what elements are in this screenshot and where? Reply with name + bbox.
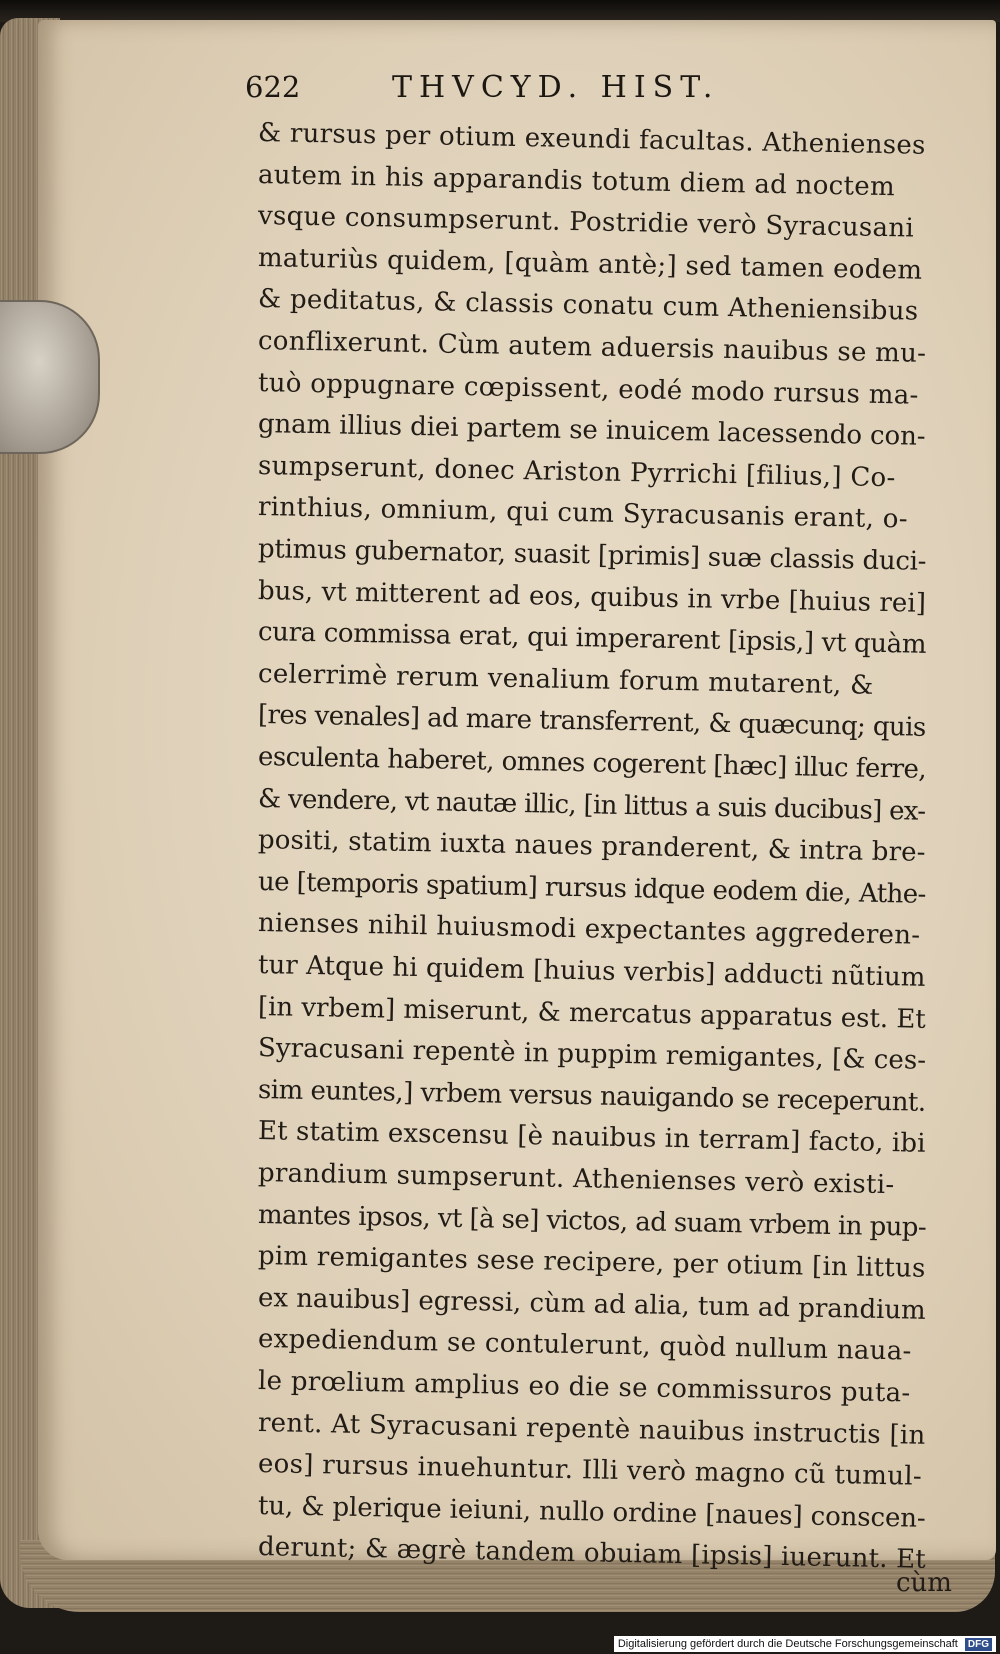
text-line: gnam illius diei partem se inuicem lacessendo con- (257, 409, 926, 453)
text-line: celerrimè rerum venalium forum mutarent, & (257, 658, 874, 701)
text-line: & peditatus, & classis conatu cum Atheniensibus (257, 284, 919, 328)
text-line: vsque consumpserunt. Postridie verò Syracusani (257, 201, 915, 244)
text-line: pim remigantes sese recipere, per otium [in littus (257, 1241, 926, 1285)
text-line: nienses nihil huiusmodi expectantes aggrederen- (257, 908, 921, 952)
text-line: bus, vt mitterent ad eos, quibus in vrbe [huius rei] (257, 575, 927, 619)
catchword: cùm (896, 1568, 952, 1598)
text-line: positi, statim iuxta naues pranderent, & intra bre- (257, 825, 926, 869)
text-line: mantes ipsos, vt [à se] victos, ad suam vrbem in pup- (257, 1199, 927, 1243)
page-clip (0, 300, 100, 454)
text-line: [in vrbem] miserunt, & mercatus apparatus est. Et (257, 991, 927, 1035)
text-line: esculenta haberet, omnes cogerent [hæc] illuc ferre, (257, 742, 927, 785)
digitization-credit (614, 1636, 996, 1652)
text-line: tuò oppugnare cœpissent, eodé modo rursus ma- (257, 367, 919, 411)
text-line: tu, & plerique ieiuni, nullo ordine [naues] conscen- (257, 1490, 926, 1534)
text-line: prandium sumpserunt. Athenienses verò existi- (257, 1158, 895, 1201)
text-line: le prœlium amplius eo die se commissuros puta- (257, 1366, 911, 1409)
text-line: autem in his apparandis totum diem ad noctem (257, 159, 896, 202)
text-line: tur Atque hi quidem [huius verbis] adducti nũtium (257, 950, 926, 993)
text-line: cura commissa erat, qui imperarent [ipsis,] vt quàm (257, 617, 927, 661)
text-line: [res venales] ad mare transferrent, & quæcunq; quis (257, 700, 926, 744)
text-line: Et statim exscensu [è nauibus in terram] facto, ibi (257, 1116, 926, 1160)
text-line: maturiùs quidem, [quàm antè;] sed tamen eodem (257, 242, 923, 286)
credit-text: Digitalisierung gefördert durch die Deutsche Forschungsgemeinschaft (617, 1638, 958, 1651)
text-line: ptimus gubernator, suasit [primis] suæ classis duci- (257, 534, 927, 577)
text-line: rinthius, omnium, qui cum Syracusanis erant, o- (257, 492, 909, 535)
text-line: rent. At Syracusani repentè nauibus instructis [in (257, 1407, 926, 1451)
text-line: ex nauibus] egressi, cùm ad alia, tum ad prandium (257, 1282, 927, 1326)
text-line: & rursus per otium exeundi facultas. Athenienses (257, 118, 926, 161)
page-number: 622 (245, 70, 301, 104)
text-line: sim euntes,] vrbem versus nauigando se receperunt. (257, 1074, 926, 1118)
text-line: & vendere, vt nautæ illic, [in littus a suis ducibus] ex- (257, 783, 926, 827)
text-line: eos] rursus inuehuntur. Illi verò magno cũ tumul- (257, 1449, 923, 1492)
text-line: conflixerunt. Cùm autem aduersis nauibus se mu- (257, 326, 927, 369)
text-line: sumpserunt, donec Ariston Pyrrichi [filius,] Co- (257, 450, 896, 494)
running-head: THVCYD. HIST. (392, 70, 720, 105)
text-line: expediendum se contulerunt, quòd nullum naua- (257, 1324, 912, 1367)
text-line: ue [temporis spatium] rursus idque eodem die, Athe- (257, 866, 927, 910)
scan-top-edge (0, 0, 1000, 22)
text-line: Syracusani repentè in puppim remigantes, [& ces- (257, 1033, 927, 1077)
dfg-logo: DFG (965, 1638, 992, 1651)
text-line: derunt; & ægrè tandem obuiam [ipsis] iuerunt. Et (257, 1532, 927, 1576)
